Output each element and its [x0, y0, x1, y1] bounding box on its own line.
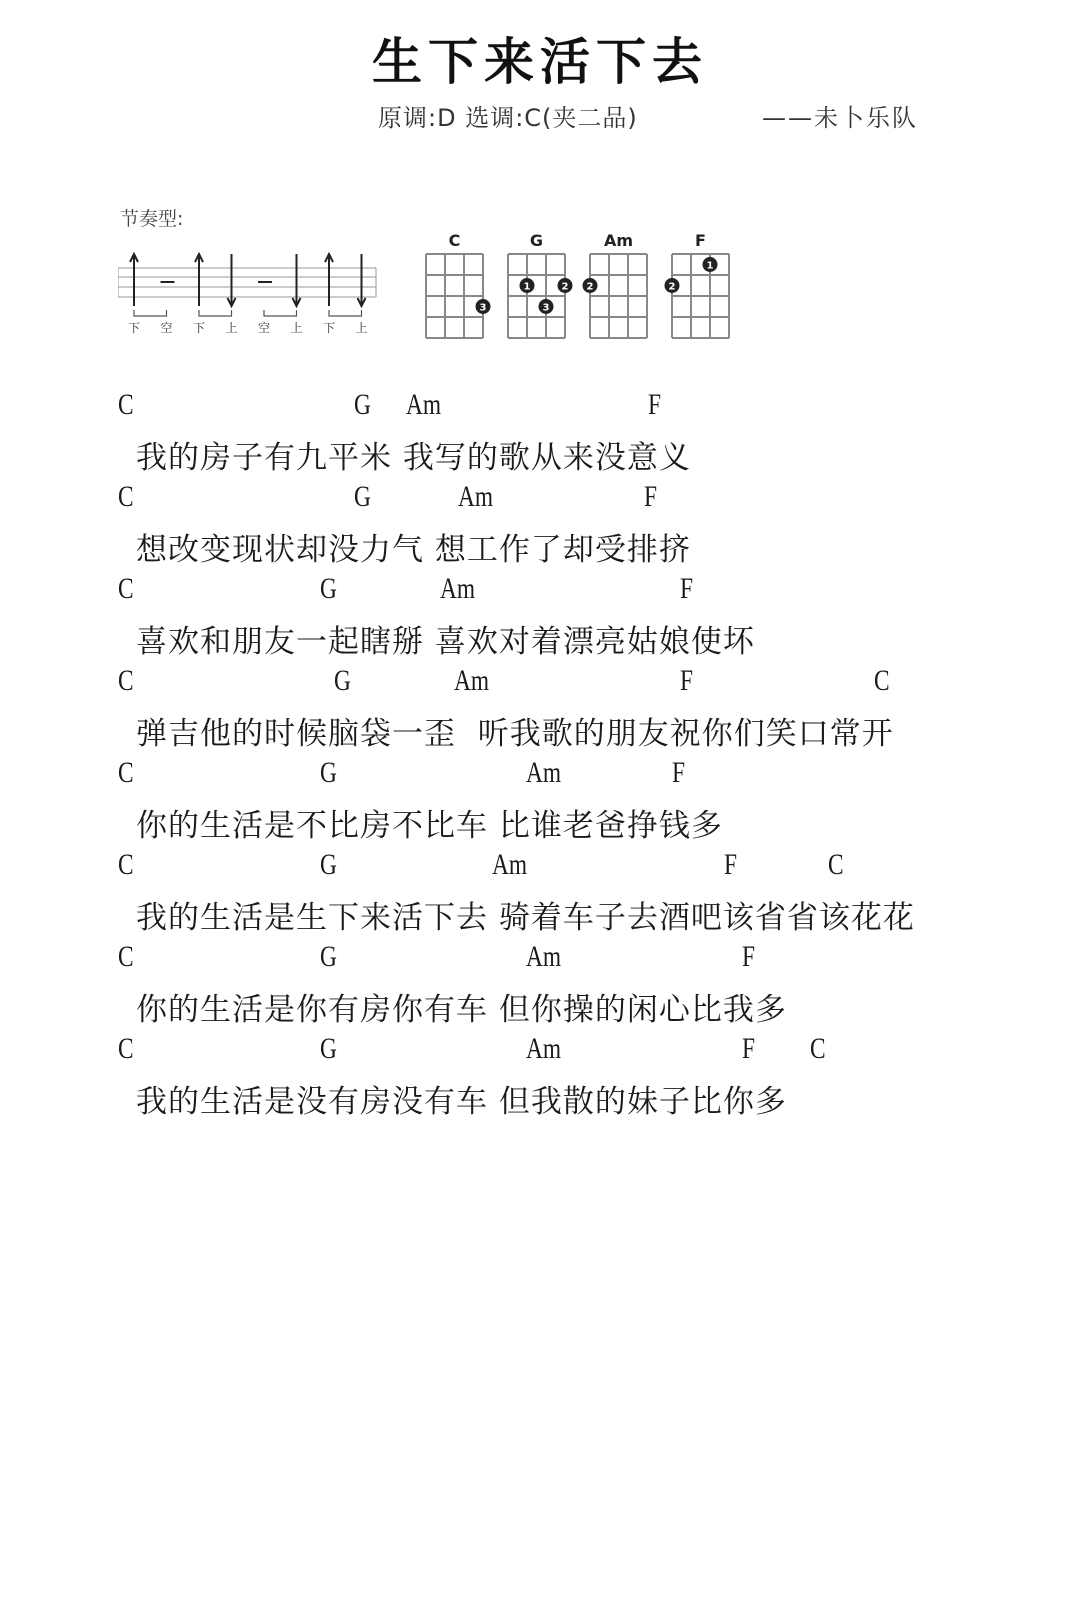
chord-symbol: G: [320, 940, 337, 973]
lyrics-sheet: [118, 388, 978, 1124]
rhythm-label: 节奏型:: [120, 208, 184, 230]
chord-diagrams: [420, 232, 740, 348]
svg-text:2: 2: [668, 281, 676, 293]
svg-text:下: 下: [127, 321, 141, 335]
chord-symbol: C: [828, 848, 844, 881]
svg-text:1: 1: [706, 260, 714, 272]
chord-symbol: G: [320, 848, 337, 881]
chord-symbol: F: [724, 848, 738, 881]
svg-text:G: G: [529, 232, 544, 250]
svg-text:C: C: [448, 232, 461, 250]
chord-symbol: G: [320, 1032, 337, 1065]
chord-symbol: Am: [526, 756, 562, 789]
svg-text:空: 空: [257, 321, 271, 335]
chord-symbol: Am: [440, 572, 476, 605]
svg-text:空: 空: [160, 321, 173, 335]
chord-symbol: Am: [454, 664, 490, 697]
chord-symbol: C: [810, 1032, 826, 1065]
chord-symbol: C: [118, 388, 134, 421]
lyric-line: [118, 664, 978, 756]
lyric-text: 喜欢和朋友一起瞎掰 喜欢对着漂亮姑娘使坏: [136, 624, 755, 660]
chord-symbol: Am: [526, 1032, 562, 1065]
chord-symbol: G: [320, 756, 337, 789]
lyric-text: 我的房子有九平米 我写的歌从来没意义: [136, 440, 691, 476]
lyric-text: 你的生活是你有房你有车 但你操的闲心比我多: [136, 992, 787, 1028]
chord-symbol: F: [680, 572, 694, 605]
strum-pattern-icon: [118, 250, 380, 340]
chord-symbol: Am: [458, 480, 494, 513]
svg-text:上: 上: [290, 321, 303, 335]
chord-diagram-icon: [420, 232, 740, 344]
lyric-text: 想改变现状却没力气 想工作了却受排挤: [136, 532, 691, 568]
svg-text:1: 1: [523, 281, 531, 293]
chord-symbol: C: [118, 940, 134, 973]
chord-symbol: Am: [492, 848, 528, 881]
chord-symbol: Am: [406, 388, 442, 421]
svg-text:3: 3: [542, 302, 550, 314]
chord-symbol: F: [644, 480, 658, 513]
lyric-text: 我的生活是生下来活下去 骑着车子去酒吧该省省该花花: [136, 900, 915, 936]
chord-symbol: C: [118, 1032, 134, 1065]
chord-row: [118, 480, 978, 522]
svg-text:2: 2: [561, 281, 569, 293]
chord-row: [118, 940, 978, 982]
chord-row: [118, 664, 978, 706]
lyric-text: 我的生活是没有房没有车 但我散的妹子比你多: [136, 1084, 787, 1120]
chord-row: [118, 1032, 978, 1074]
chord-symbol: F: [680, 664, 694, 697]
chord-row: [118, 388, 978, 430]
svg-text:F: F: [695, 232, 706, 250]
chord-symbol: G: [334, 664, 351, 697]
lyric-line: [118, 480, 978, 572]
chord-symbol: C: [118, 572, 134, 605]
svg-text:下: 下: [192, 321, 206, 335]
chord-symbol: C: [118, 480, 134, 513]
lyric-line: [118, 848, 978, 940]
lyric-line: [118, 572, 978, 664]
key-info: 原调:D 选调:C(夹二品): [378, 104, 638, 132]
chord-row: [118, 572, 978, 614]
song-title: 生下来活下去: [372, 33, 708, 91]
chord-symbol: F: [672, 756, 686, 789]
chord-symbol: G: [320, 572, 337, 605]
chord-row: [118, 848, 978, 890]
lyric-text: 弹吉他的时候脑袋一歪 听我歌的朋友祝你们笑口常开: [136, 716, 894, 752]
chord-row: [118, 756, 978, 798]
svg-text:上: 上: [225, 321, 238, 335]
chord-symbol: F: [742, 940, 756, 973]
chord-symbol: F: [742, 1032, 756, 1065]
lyric-line: [118, 1032, 978, 1124]
chord-symbol: G: [354, 388, 371, 421]
lyric-line: [118, 388, 978, 480]
artist-credit: ——未卜乐队: [762, 104, 918, 132]
svg-text:Am: Am: [603, 232, 634, 250]
svg-text:2: 2: [586, 281, 594, 293]
chord-symbol: G: [354, 480, 371, 513]
svg-text:下: 下: [322, 321, 336, 335]
chord-symbol: F: [648, 388, 662, 421]
lyric-line: [118, 940, 978, 1032]
chord-symbol: C: [118, 756, 134, 789]
chord-symbol: C: [118, 848, 134, 881]
chord-symbol: C: [874, 664, 890, 697]
svg-text:上: 上: [355, 321, 368, 335]
svg-text:3: 3: [479, 302, 487, 314]
rhythm-pattern: [118, 250, 380, 344]
chord-symbol: Am: [526, 940, 562, 973]
chord-symbol: C: [118, 664, 134, 697]
lyric-line: [118, 756, 978, 848]
lyric-text: 你的生活是不比房不比车 比谁老爸挣钱多: [136, 808, 723, 844]
